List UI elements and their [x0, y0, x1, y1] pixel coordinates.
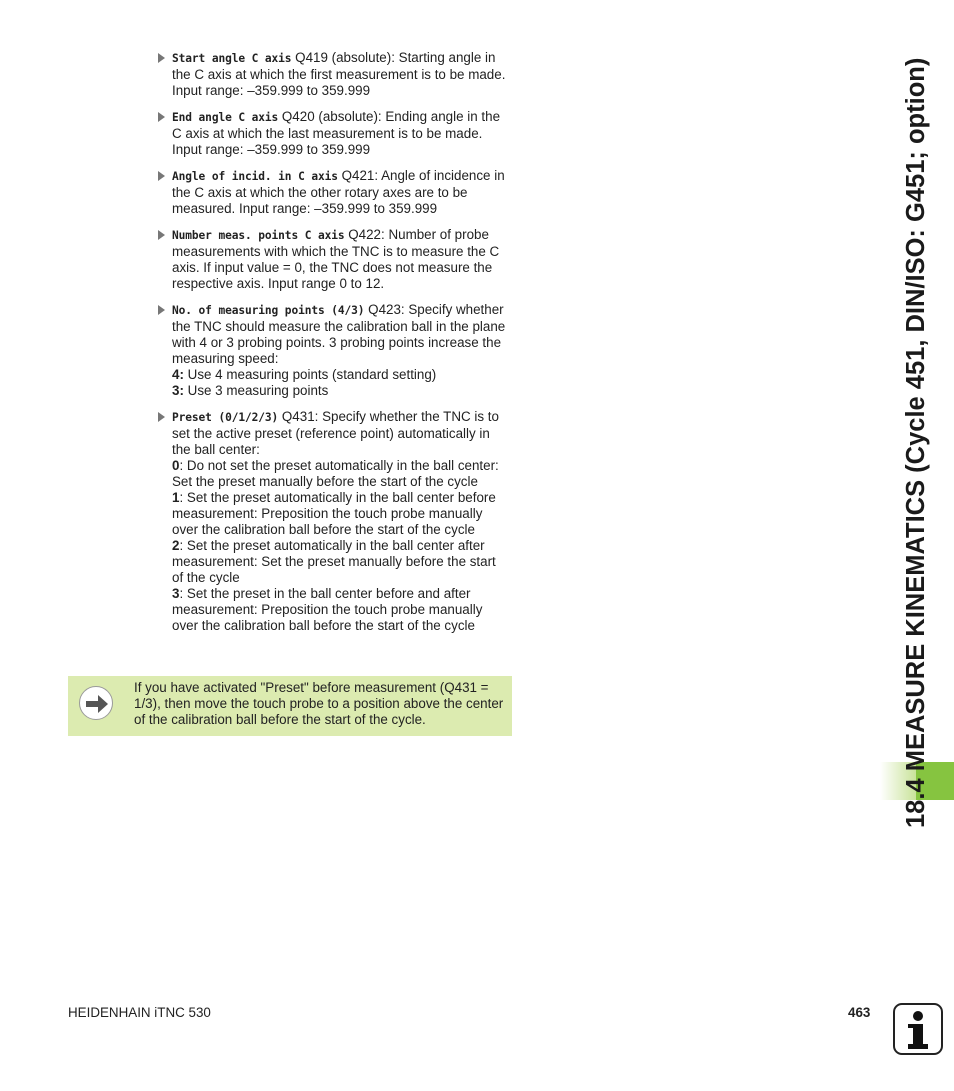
parameter-description: Q423: Specify whether the TNC should measure the calibration ball in the plane with 4 or 3 probing points. 3 probing points increase the measuring speed: [172, 302, 506, 366]
parameter-option [172, 538, 510, 586]
parameter-option [172, 458, 510, 490]
bullet-triangle-icon [158, 171, 165, 181]
option-text: : Set the preset automatically in the ball center after measurement: Set the preset manually before the start of the cycle [172, 538, 496, 585]
side-section-title: 18.4 MEASURE KINEMATICS (Cycle 451, DIN/ISO: G451; option) [902, 57, 930, 828]
parameter-description: Q422: Number of probe measurements with which the TNC is to measure the C axis. If input value = 0, the TNC does not measure the respective axis. Input range 0 to 12. [172, 227, 500, 291]
footer-manual-name: HEIDENHAIN iTNC 530 [68, 1005, 211, 1020]
parameter-description: Q431: Specify whether the TNC is to set the active preset (reference point) automatically in the ball center: [172, 409, 499, 457]
parameter-description: Q421: Angle of incidence in the C axis at which the other rotary axes are to be measured. Input range: –359.999 to 359.999 [172, 168, 505, 216]
parameter-name: End angle C axis [172, 111, 279, 124]
parameter-item [158, 302, 510, 399]
option-text: : Set the preset in the ball center before and after measurement: Preposition the touch probe manually over the calibration ball before the start of the cycle [172, 586, 483, 633]
option-key: 3: [172, 383, 184, 398]
parameter-name: Preset (0/1/2/3) [172, 411, 279, 424]
parameter-description: Q420 (absolute): Ending angle in the C axis at which the last measurement is to be made. Input range: –359.999 to 359.999 [172, 109, 501, 157]
parameter-option [172, 367, 510, 383]
bullet-triangle-icon [158, 412, 165, 422]
parameter-name: Number meas. points C axis [172, 229, 345, 242]
parameter-item [158, 409, 510, 634]
parameter-name: Angle of incid. in C axis [172, 170, 338, 183]
bullet-triangle-icon [158, 112, 165, 122]
parameter-name: Start angle C axis [172, 52, 292, 65]
option-key: 1 [172, 490, 180, 505]
option-key: 3 [172, 586, 180, 601]
option-key: 2 [172, 538, 180, 553]
bullet-triangle-icon [158, 53, 165, 63]
parameter-item [158, 109, 510, 158]
option-text: Use 3 measuring points [183, 383, 329, 398]
option-key: 0 [172, 458, 180, 473]
option-text: : Set the preset automatically in the ball center before measurement: Preposition the touch probe manually over the calibration ball before the start of the cycle [172, 490, 496, 537]
bullet-triangle-icon [158, 230, 165, 240]
option-text: : Do not set the preset automatically in the ball center: Set the preset manually before the start of the cycle [172, 458, 499, 489]
parameter-option [172, 490, 510, 538]
parameter-list [158, 50, 510, 644]
bullet-triangle-icon [158, 305, 165, 315]
parameter-option [172, 586, 510, 634]
note-box [68, 676, 512, 736]
page-number: 463 [848, 1005, 871, 1020]
parameter-option [172, 383, 510, 399]
parameter-description: Q419 (absolute): Starting angle in the C axis at which the first measurement is to be made. Input range: –359.999 to 359.999 [172, 50, 506, 98]
note-text: If you have activated "Preset" before measurement (Q431 = 1/3), then move the touch probe to a position above the center of the calibration ball before the start of the cycle. [134, 680, 504, 727]
parameter-name: No. of measuring points (4/3) [172, 304, 365, 317]
info-icon [893, 1003, 943, 1055]
parameter-item [158, 168, 510, 217]
arrow-right-icon [79, 686, 113, 720]
parameter-item [158, 50, 510, 99]
option-text: Use 4 measuring points (standard setting) [183, 367, 437, 382]
parameter-item [158, 227, 510, 292]
option-key: 4: [172, 367, 184, 382]
